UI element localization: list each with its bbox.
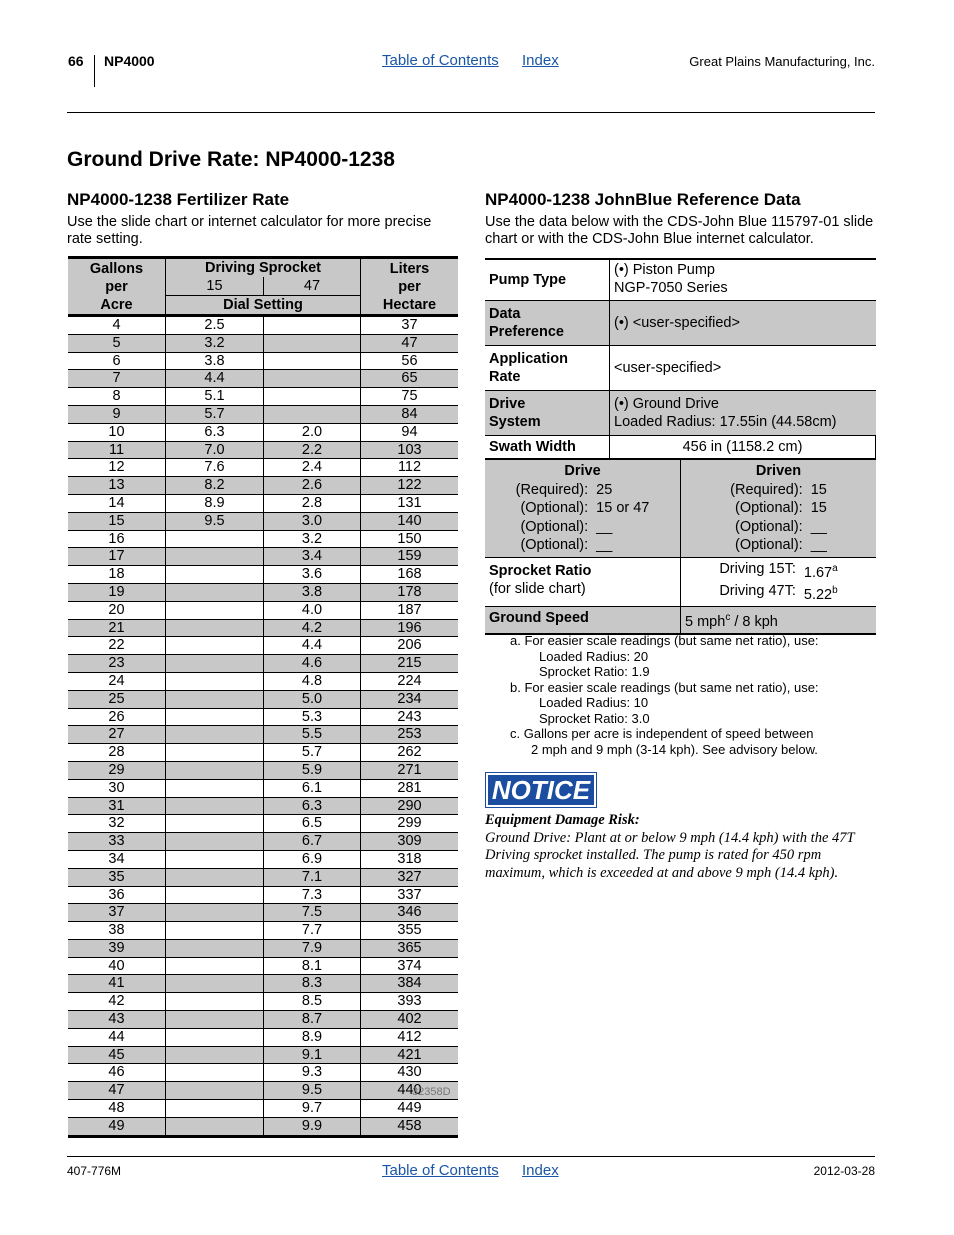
table-row <box>68 352 458 370</box>
col-liters-header: Liters per Hectare <box>361 258 459 316</box>
table-row <box>68 512 458 530</box>
fertilizer-rate-intro: Use the slide chart or internet calculator for more precise rate setting. <box>67 214 432 247</box>
table-cell <box>166 779 264 797</box>
table-cell: 327 <box>361 868 459 886</box>
loaded-radius-value: Loaded Radius: 17.55in (44.58cm) <box>614 414 837 430</box>
table-cell <box>166 1046 264 1064</box>
table-cell: 5.1 <box>166 388 264 406</box>
table-cell <box>166 708 264 726</box>
table-cell <box>166 815 264 833</box>
table-row <box>68 761 458 779</box>
table-row <box>68 690 458 708</box>
table-cell: 65 <box>361 370 459 388</box>
publish-date: 2012-03-28 <box>813 1164 875 1178</box>
table-cell: 122 <box>361 477 459 495</box>
table-cell: 4.6 <box>264 655 361 673</box>
table-row <box>68 1064 458 1082</box>
table-cell: 3.6 <box>264 566 361 584</box>
table-cell: 430 <box>361 1064 459 1082</box>
table-cell: 5.5 <box>264 726 361 744</box>
table-cell: 3.4 <box>264 548 361 566</box>
table-row <box>68 637 458 655</box>
table-cell: 318 <box>361 850 459 868</box>
table-row <box>68 904 458 922</box>
table-cell <box>264 316 361 335</box>
table-row <box>68 316 458 335</box>
table-cell: 2.6 <box>264 477 361 495</box>
table-cell: 31 <box>68 797 166 815</box>
table-cell: 346 <box>361 904 459 922</box>
table-row <box>68 619 458 637</box>
table-cell: 262 <box>361 744 459 762</box>
table-cell: 9.3 <box>264 1064 361 1082</box>
table-cell: 39 <box>68 939 166 957</box>
table-cell: 37 <box>68 904 166 922</box>
table-cell: 402 <box>361 1011 459 1029</box>
table-cell: 40 <box>68 957 166 975</box>
table-cell: 299 <box>361 815 459 833</box>
table-cell: 168 <box>361 566 459 584</box>
table-cell: 17 <box>68 548 166 566</box>
drive-system-row: Drive System (•) Ground Drive Loaded Radius: 17.55in (44.58cm) <box>485 391 876 436</box>
table-cell: 243 <box>361 708 459 726</box>
table-cell: 4.8 <box>264 672 361 690</box>
table-row <box>68 388 458 406</box>
table-row <box>68 868 458 886</box>
notice-text <box>485 812 880 882</box>
table-cell: 2.5 <box>166 316 264 335</box>
table-cell: 10 <box>68 423 166 441</box>
table-cell: 393 <box>361 993 459 1011</box>
table-cell <box>166 868 264 886</box>
table-cell <box>166 1117 264 1136</box>
table-row <box>68 726 458 744</box>
table-cell <box>166 939 264 957</box>
table-cell: 45 <box>68 1046 166 1064</box>
table-cell <box>166 566 264 584</box>
table-cell: 6 <box>68 352 166 370</box>
table-cell <box>166 922 264 940</box>
table-cell: 4 <box>68 316 166 335</box>
table-cell: 7.3 <box>264 886 361 904</box>
pump-type-label: Pump Type <box>485 260 610 300</box>
table-row <box>68 334 458 352</box>
table-cell: 253 <box>361 726 459 744</box>
table-cell: 421 <box>361 1046 459 1064</box>
table-row <box>68 939 458 957</box>
table-row <box>68 530 458 548</box>
table-cell: 9.7 <box>264 1100 361 1118</box>
table-cell: 29 <box>68 761 166 779</box>
index-link[interactable]: Index <box>522 52 559 69</box>
figure-code: 32358D <box>412 1086 451 1098</box>
table-cell: 2.0 <box>264 423 361 441</box>
table-cell: 449 <box>361 1100 459 1118</box>
table-row <box>68 423 458 441</box>
table-cell: 9.5 <box>264 1082 361 1100</box>
col-driving-sprocket-header: Driving Sprocket <box>166 258 361 278</box>
table-cell: 94 <box>361 423 459 441</box>
pump-series-value: NGP-7050 Series <box>614 280 728 296</box>
table-row <box>68 975 458 993</box>
table-cell: 140 <box>361 512 459 530</box>
table-cell: 7.9 <box>264 939 361 957</box>
table-cell: 47 <box>68 1082 166 1100</box>
table-cell: 131 <box>361 494 459 512</box>
table-cell: 440 <box>361 1082 459 1100</box>
table-cell: 281 <box>361 779 459 797</box>
toc-link[interactable]: Table of Contents <box>382 52 499 69</box>
footnotes: a. For easier scale readings (but same net ratio), use: Loaded Radius: 20 Sprocket Ratio: 1.9 b. For easier scale readings (but same net ratio), use: Loaded Radius: 10 Sprocket Ratio: 3.0 c. Gallons per acre is independent of speed between 2 mph and 9 mph (3-14 kph). See advisory below. <box>510 633 860 757</box>
table-cell: 8.5 <box>264 993 361 1011</box>
table-cell: 271 <box>361 761 459 779</box>
table-cell: 8.9 <box>166 494 264 512</box>
table-cell: 7.0 <box>166 441 264 459</box>
drive-cell: Drive (Required): 25 (Optional): 15 or 47 (Optional): __ (Optional): __ <box>515 463 650 553</box>
col-sprocket-47: 47 <box>264 277 361 296</box>
table-cell: 7 <box>68 370 166 388</box>
table-cell: 38 <box>68 922 166 940</box>
footnote-c: c. Gallons per acre is independent of speed between <box>510 726 814 741</box>
table-cell: 6.9 <box>264 850 361 868</box>
table-cell <box>166 548 264 566</box>
footnote-a: a. For easier scale readings (but same net ratio), use: <box>510 633 819 648</box>
table-cell: 6.3 <box>166 423 264 441</box>
table-cell: 44 <box>68 1028 166 1046</box>
table-cell: 19 <box>68 583 166 601</box>
table-cell: 355 <box>361 922 459 940</box>
table-cell <box>264 388 361 406</box>
reference-data-table <box>485 258 876 635</box>
table-cell <box>166 619 264 637</box>
footer-index-link[interactable]: Index <box>522 1162 559 1179</box>
table-row <box>68 494 458 512</box>
table-cell: 178 <box>361 583 459 601</box>
table-cell: 42 <box>68 993 166 1011</box>
table-cell: 18 <box>68 566 166 584</box>
table-cell <box>166 886 264 904</box>
table-cell: 337 <box>361 886 459 904</box>
table-cell: 48 <box>68 1100 166 1118</box>
table-cell: 8.3 <box>264 975 361 993</box>
table-cell <box>166 975 264 993</box>
driven-cell: Driven (Required): 15 (Optional): 15 (Optional): __ (Optional): __ <box>680 460 876 557</box>
table-cell <box>166 583 264 601</box>
table-cell: 9.1 <box>264 1046 361 1064</box>
table-cell: 6.1 <box>264 779 361 797</box>
reference-data-intro: Use the data below with the CDS-John Blue 115797-01 slide chart or with the CDS-John Blue internet calculator. <box>485 214 874 247</box>
table-cell: 23 <box>68 655 166 673</box>
table-cell: 8.9 <box>264 1028 361 1046</box>
table-cell <box>264 370 361 388</box>
table-row <box>68 1082 458 1100</box>
table-cell: 8.7 <box>264 1011 361 1029</box>
table-row <box>68 405 458 423</box>
table-row <box>68 1011 458 1029</box>
table-cell: 112 <box>361 459 459 477</box>
table-cell: 2.8 <box>264 494 361 512</box>
header-divider <box>94 55 95 87</box>
notice-badge: NOTICE <box>485 772 597 808</box>
footnote-b: b. For easier scale readings (but same net ratio), use: <box>510 679 819 695</box>
table-cell: 46 <box>68 1064 166 1082</box>
table-row <box>68 459 458 477</box>
table-cell: 384 <box>361 975 459 993</box>
table-cell <box>166 957 264 975</box>
page-number: 66 <box>68 53 84 69</box>
table-cell: 3.8 <box>264 583 361 601</box>
table-cell: 11 <box>68 441 166 459</box>
table-cell <box>166 1011 264 1029</box>
table-row <box>68 583 458 601</box>
doc-number: 407-776M <box>67 1164 122 1178</box>
table-cell: 4.4 <box>264 637 361 655</box>
table-row <box>68 886 458 904</box>
table-cell: 2.4 <box>264 459 361 477</box>
drive-system-value: (•) Ground Drive <box>614 396 719 412</box>
table-cell: 30 <box>68 779 166 797</box>
pump-type-row <box>485 260 876 301</box>
ground-speed-row <box>485 607 876 635</box>
table-cell: 84 <box>361 405 459 423</box>
table-cell: 159 <box>361 548 459 566</box>
col-dial-setting: Dial Setting <box>166 296 361 316</box>
table-cell: 27 <box>68 726 166 744</box>
table-row <box>68 601 458 619</box>
table-cell <box>166 690 264 708</box>
table-cell: 187 <box>361 601 459 619</box>
table-cell: 37 <box>361 316 459 335</box>
page-title: Ground Drive Rate: NP4000-1238 <box>67 148 395 171</box>
table-cell: 8.1 <box>264 957 361 975</box>
notice-body: Ground Drive: Plant at or below 9 mph (14.4 kph) with the 47T Driving sprocket installed. The pump is rated for 450 rpm maximum, which is exceeded at and above 9 mph (14.4 kph). <box>485 829 855 881</box>
company-name: Great Plains Manufacturing, Inc. <box>689 54 875 69</box>
swath-width-value: 456 in (1158.2 cm) <box>682 439 803 455</box>
footer-rule <box>67 1156 875 1157</box>
table-cell: 15 <box>68 512 166 530</box>
table-cell: 5.7 <box>166 405 264 423</box>
table-cell: 365 <box>361 939 459 957</box>
table-cell: 4.4 <box>166 370 264 388</box>
table-row <box>68 1117 458 1136</box>
col-sprocket-15: 15 <box>166 277 264 296</box>
table-cell: 75 <box>361 388 459 406</box>
table-cell: 150 <box>361 530 459 548</box>
table-cell: 26 <box>68 708 166 726</box>
table-cell: 309 <box>361 833 459 851</box>
table-row <box>68 1028 458 1046</box>
drive-driven-row <box>485 459 876 558</box>
table-row <box>68 957 458 975</box>
table-cell <box>166 726 264 744</box>
table-row <box>68 779 458 797</box>
table-row <box>68 441 458 459</box>
footer-toc-link[interactable]: Table of Contents <box>382 1162 499 1179</box>
table-cell <box>166 637 264 655</box>
table-cell: 32 <box>68 815 166 833</box>
table-row <box>68 477 458 495</box>
table-cell: 215 <box>361 655 459 673</box>
reference-data-title: NP4000-1238 JohnBlue Reference Data <box>485 190 801 209</box>
table-cell <box>166 833 264 851</box>
table-cell <box>166 904 264 922</box>
table-cell: 196 <box>361 619 459 637</box>
table-cell <box>264 405 361 423</box>
table-cell: 9 <box>68 405 166 423</box>
table-cell: 3.0 <box>264 512 361 530</box>
table-cell: 290 <box>361 797 459 815</box>
table-cell: 25 <box>68 690 166 708</box>
table-cell: 49 <box>68 1117 166 1136</box>
table-cell <box>166 672 264 690</box>
table-cell <box>166 1082 264 1100</box>
table-cell: 6.3 <box>264 797 361 815</box>
table-cell: 206 <box>361 637 459 655</box>
swath-width-label: Swath Width <box>485 436 610 458</box>
fertilizer-rate-title: NP4000-1238 Fertilizer Rate <box>67 190 290 209</box>
sprocket-ratio-row: Sprocket Ratio (for slide chart) Driving 15T: 1.67$^a$ Driving 47T: 5.22$^b$ <box>485 558 876 608</box>
table-cell: 234 <box>361 690 459 708</box>
table-cell: 34 <box>68 850 166 868</box>
table-row <box>68 993 458 1011</box>
table-cell: 8 <box>68 388 166 406</box>
swath-width-row <box>485 436 876 459</box>
table-cell: 224 <box>361 672 459 690</box>
table-cell: 20 <box>68 601 166 619</box>
table-cell: 6.7 <box>264 833 361 851</box>
table-row <box>68 922 458 940</box>
table-cell: 5 <box>68 334 166 352</box>
table-row <box>68 548 458 566</box>
table-cell <box>166 601 264 619</box>
table-cell: 412 <box>361 1028 459 1046</box>
table-cell <box>166 850 264 868</box>
table-cell <box>264 334 361 352</box>
table-cell: 3.2 <box>264 530 361 548</box>
table-cell: 6.5 <box>264 815 361 833</box>
table-cell: 9.9 <box>264 1117 361 1136</box>
table-cell: 458 <box>361 1117 459 1136</box>
table-cell: 374 <box>361 957 459 975</box>
ground-speed-value: 5 mph$^c$ / 8 kph <box>680 607 876 633</box>
table-cell: 14 <box>68 494 166 512</box>
table-cell <box>264 352 361 370</box>
table-cell: 3.2 <box>166 334 264 352</box>
doc-name: NP4000 <box>104 53 155 69</box>
table-row <box>68 370 458 388</box>
table-cell: 4.2 <box>264 619 361 637</box>
table-cell: 2.2 <box>264 441 361 459</box>
table-cell <box>166 655 264 673</box>
table-cell: 4.0 <box>264 601 361 619</box>
table-cell: 24 <box>68 672 166 690</box>
table-cell: 13 <box>68 477 166 495</box>
header-rule <box>67 112 875 113</box>
table-cell <box>166 797 264 815</box>
data-preference-row: Data Preference (•) <user-specified> <box>485 301 876 346</box>
table-cell <box>166 1064 264 1082</box>
table-row <box>68 672 458 690</box>
table-cell: 7.7 <box>264 922 361 940</box>
pump-type-value: (•) Piston Pump <box>614 262 715 278</box>
table-cell: 5.9 <box>264 761 361 779</box>
table-row <box>68 797 458 815</box>
table-cell: 5.3 <box>264 708 361 726</box>
table-cell: 5.7 <box>264 744 361 762</box>
table-cell: 43 <box>68 1011 166 1029</box>
table-row <box>68 850 458 868</box>
table-row <box>68 708 458 726</box>
table-cell: 7.6 <box>166 459 264 477</box>
table-row <box>68 815 458 833</box>
table-row <box>68 1100 458 1118</box>
table-cell: 103 <box>361 441 459 459</box>
col-gallons-header: Gallons per Acre <box>68 258 166 316</box>
table-cell: 47 <box>361 334 459 352</box>
application-rate-row: Application Rate <user-specified> <box>485 346 876 391</box>
table-cell: 7.1 <box>264 868 361 886</box>
table-cell: 56 <box>361 352 459 370</box>
table-cell: 12 <box>68 459 166 477</box>
table-cell <box>166 761 264 779</box>
table-row <box>68 833 458 851</box>
table-cell: 33 <box>68 833 166 851</box>
application-rate-value: <user-specified> <box>614 360 722 376</box>
table-cell <box>166 530 264 548</box>
table-cell: 35 <box>68 868 166 886</box>
table-cell <box>166 1100 264 1118</box>
table-cell: 21 <box>68 619 166 637</box>
table-cell: 8.2 <box>166 477 264 495</box>
ground-speed-label: Ground Speed <box>489 610 589 627</box>
table-row <box>68 744 458 762</box>
data-preference-value: (•) <user-specified> <box>614 315 740 331</box>
table-cell: 16 <box>68 530 166 548</box>
table-cell: 7.5 <box>264 904 361 922</box>
table-row <box>68 566 458 584</box>
table-cell <box>166 993 264 1011</box>
notice-heading: Equipment Damage Risk: <box>485 812 640 828</box>
table-cell <box>166 744 264 762</box>
table-cell: 5.0 <box>264 690 361 708</box>
fertilizer-rate-table <box>68 256 458 1138</box>
table-row <box>68 1046 458 1064</box>
table-cell: 36 <box>68 886 166 904</box>
table-cell: 41 <box>68 975 166 993</box>
table-row <box>68 655 458 673</box>
table-cell: 22 <box>68 637 166 655</box>
table-cell: 28 <box>68 744 166 762</box>
table-cell: 3.8 <box>166 352 264 370</box>
table-cell <box>166 1028 264 1046</box>
table-cell: 9.5 <box>166 512 264 530</box>
